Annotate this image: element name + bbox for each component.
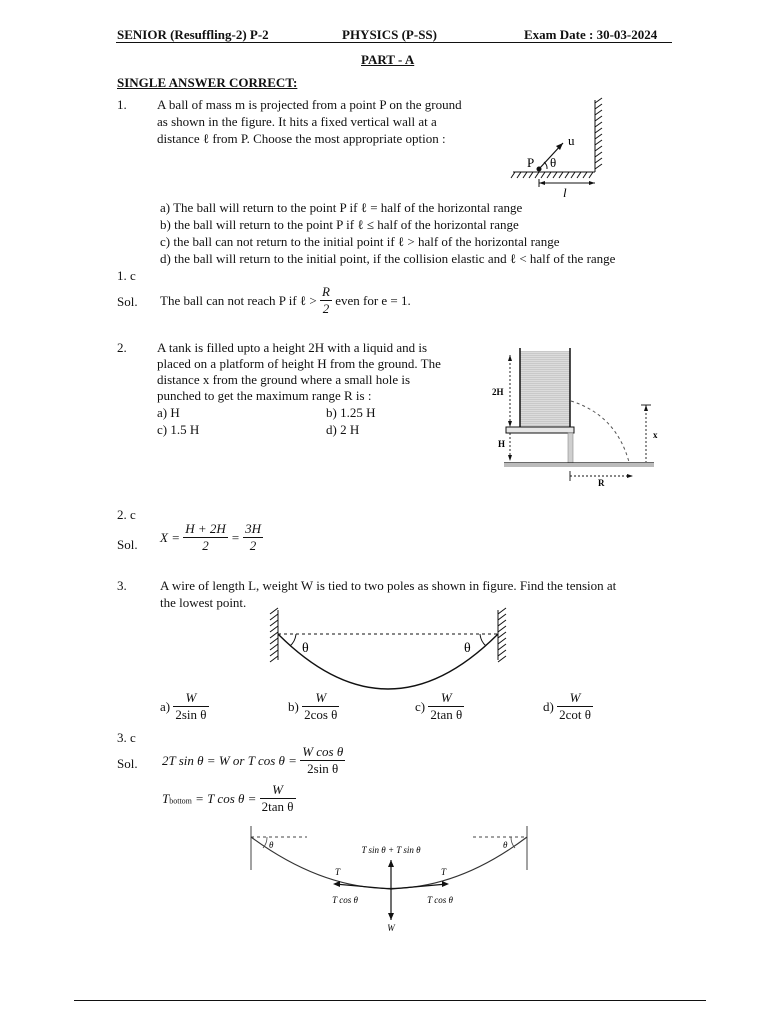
q3-fd-left-tcos: T cos θ: [332, 895, 358, 905]
q3-sol-line2-t: T: [162, 791, 170, 806]
q3-option-c-label: c): [415, 699, 426, 714]
q3-option-d-den: 2cot θ: [559, 707, 591, 722]
q3-fd-left-tension: [335, 884, 391, 889]
q2-platform: [506, 427, 574, 433]
q2-solution: [160, 521, 263, 554]
q2-option-a: a) H: [157, 405, 180, 420]
q3-fd-left-theta: θ: [269, 840, 274, 850]
q2-line-3: distance x from the ground where a small hole is: [157, 372, 411, 387]
q2-ground-band: [504, 463, 654, 467]
q3-sol-line1-den: 2sin θ: [307, 761, 339, 776]
q2-sol-fraction-2: [243, 521, 263, 554]
q1-solution: [160, 284, 411, 317]
q2-figure: [488, 343, 660, 488]
q3-sol-line2-sub: bottom: [169, 796, 192, 806]
q2-label-r: R: [598, 478, 605, 488]
q2-sol-den-1: 2: [202, 538, 209, 553]
q1-option-c: c) the ball can not return to the initial point if ℓ > half of the horizontal range: [160, 234, 560, 249]
q2-option-d: d) 2 H: [326, 422, 360, 437]
q3-option-d: [543, 690, 593, 723]
q1-sol-num: R: [322, 284, 330, 299]
q3-option-a-den: 2sin θ: [175, 707, 207, 722]
q2-label-x: x: [653, 430, 658, 440]
q3-right-angle-arc: [480, 634, 486, 646]
q3-sol-line2-den: 2tan θ: [261, 799, 294, 814]
q3-option-b-den: 2cos θ: [304, 707, 338, 722]
q2-liquid: [520, 351, 570, 427]
q2-sol-fraction-1: [183, 521, 228, 554]
q1-line-3: distance ℓ from P. Choose the most appropriate option :: [157, 131, 446, 146]
q3-option-d-fraction: [557, 690, 593, 723]
q2-sol-num-2: 3H: [245, 521, 261, 536]
q2-sol-label: Sol.: [117, 537, 138, 552]
q1-label-u: u: [568, 133, 575, 148]
q3-option-b-label: b): [288, 699, 299, 714]
q3-sol-line1-pre: 2T sin θ = W or T cos θ =: [162, 753, 297, 768]
q2-sol-den-2: 2: [249, 538, 257, 553]
q3-option-a-label: a): [160, 699, 171, 714]
q3-option-a: [160, 690, 209, 723]
q2-option-c: c) 1.5 H: [157, 422, 200, 437]
q3-figure: [262, 606, 514, 694]
q3-fd-top-label: T sin θ + T sin θ: [361, 845, 421, 855]
q1-label-p: P: [527, 155, 535, 170]
section-title: SINGLE ANSWER CORRECT:: [117, 75, 298, 90]
q1-number: 1.: [117, 97, 127, 112]
q1-label-theta: θ: [550, 155, 557, 170]
q3-sol-line1-fraction: [300, 744, 345, 777]
q1-line-1: A ball of mass m is projected from a point P on the ground: [157, 97, 462, 112]
q3-sol-line1-num: W cos θ: [302, 744, 344, 759]
q2-platform-leg: [568, 433, 573, 463]
q3-option-c-den: 2tan θ: [430, 707, 463, 722]
q1-sol-fraction: [320, 284, 332, 317]
q3-fd-right-tcos: T cos θ: [427, 895, 453, 905]
q3-option-d-num: W: [557, 690, 593, 707]
part-title: PART - A: [361, 52, 415, 67]
header-center: PHYSICS (P-SS): [342, 27, 437, 42]
q3-option-c-num: W: [428, 690, 464, 707]
q3-option-d-label: d): [543, 699, 554, 714]
q2-answer: 2. c: [117, 507, 136, 522]
q2-label-2h: 2H: [492, 387, 504, 397]
q3-sol-line2-num: W: [260, 782, 296, 799]
q1-wall-hatch: [595, 98, 602, 172]
q3-line-1: A wire of length L, weight W is tied to two poles as shown in figure. Find the tension at: [160, 578, 617, 593]
q1-option-b: b) the ball will return to the point P if ℓ ≤ half of the horizontal range: [160, 217, 519, 232]
q3-fd-left-t: T: [335, 867, 341, 877]
q1-option-a: a) The ball will return to the point P if ℓ = half of the horizontal range: [160, 200, 523, 215]
q3-answer: 3. c: [117, 730, 136, 745]
q2-sol-eq: =: [231, 530, 240, 545]
q1-line-2: as shown in the figure. It hits a fixed vertical wall at a: [157, 114, 437, 129]
q3-option-a-num: W: [173, 690, 208, 707]
q3-solution-line-2: [162, 782, 296, 815]
q3-fd-right-t: T: [441, 867, 447, 877]
q2-water-jet: [571, 401, 629, 462]
q3-sol-line2-mid: = T cos θ =: [195, 791, 257, 806]
q3-force-diagram: [245, 826, 535, 934]
q3-solution-line-1: [162, 744, 345, 777]
q2-option-b: b) 1.25 H: [326, 405, 376, 420]
q3-sol-line2-fraction: [260, 782, 296, 815]
q1-label-l: l: [563, 185, 567, 200]
q3-option-c: [415, 690, 464, 723]
q3-option-a-fraction: [173, 690, 208, 723]
q1-option-d: d) the ball will return to the initial point, if the collision elastic and ℓ < half of the range: [160, 251, 616, 266]
q3-fd-w-label: W: [387, 923, 395, 933]
header-right: Exam Date : 30-03-2024: [524, 27, 658, 42]
q3-option-b: [288, 690, 339, 723]
q1-sol-post: even for e = 1.: [335, 293, 411, 308]
q1-answer: 1. c: [117, 268, 136, 283]
q3-fd-right-tension: [391, 884, 447, 889]
q3-option-b-num: W: [302, 690, 339, 707]
q2-line-1: A tank is filled upto a height 2H with a liquid and is: [157, 340, 428, 355]
q2-sol-lhs: X =: [160, 530, 180, 545]
q2-label-h: H: [498, 439, 506, 449]
q3-left-pole: [270, 608, 278, 662]
q3-right-pole: [498, 608, 506, 662]
q3-left-angle-arc: [290, 634, 296, 646]
q1-sol-pre: The ball can not reach P if ℓ >: [160, 293, 317, 308]
q3-right-theta: θ: [464, 641, 471, 656]
q3-sol-label: Sol.: [117, 756, 138, 771]
q3-number: 3.: [117, 578, 127, 593]
q1-figure: [505, 95, 615, 200]
q1-ground-hatch: [511, 172, 595, 178]
q1-sol-label: Sol.: [117, 294, 138, 309]
q1-ball: [537, 167, 542, 172]
footer-rule: [74, 1000, 706, 1001]
q2-number: 2.: [117, 340, 127, 355]
q3-option-c-fraction: [428, 690, 464, 723]
q3-left-theta: θ: [302, 641, 309, 656]
q3-line-2: the lowest point.: [160, 595, 247, 610]
header-rule: [116, 42, 672, 43]
q2-line-2: placed on a platform of height H from the ground. The: [157, 356, 441, 371]
q1-angle-arc: [544, 162, 547, 169]
q3-fd-right-theta: θ: [503, 840, 508, 850]
q2-sol-num-1: H + 2H: [185, 521, 226, 536]
q1-sol-den: 2: [322, 301, 330, 316]
q2-line-4: punched to get the maximum range R is :: [157, 388, 372, 403]
header-left: SENIOR (Resuffling-2) P-2: [117, 27, 269, 42]
q3-option-b-fraction: [302, 690, 339, 723]
